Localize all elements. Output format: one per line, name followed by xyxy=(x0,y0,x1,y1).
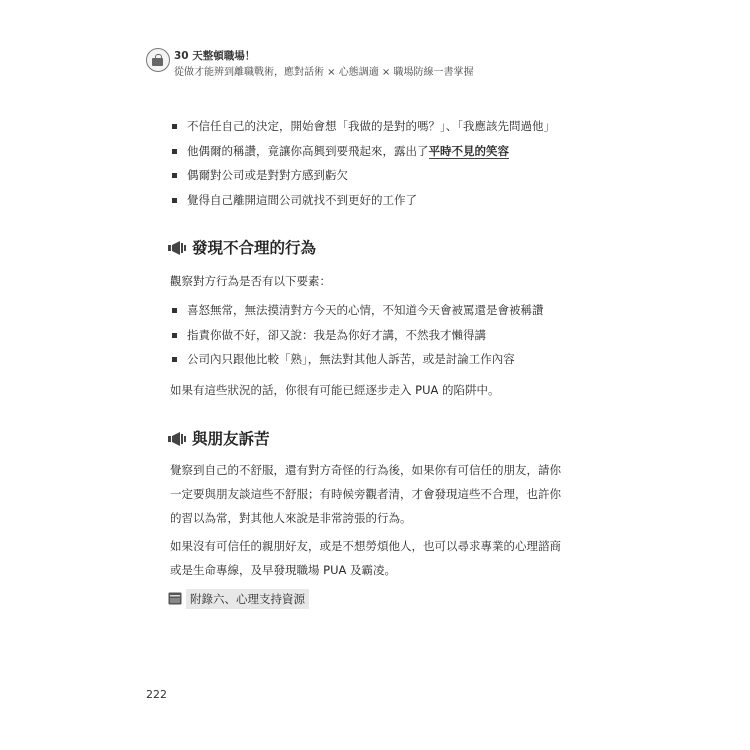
book-subtitle: 從做才能辨到離職戰術，應對話術 × 心態調適 × 職場防線一書掌握 xyxy=(174,67,474,78)
behavior-list xyxy=(170,298,544,372)
list-item: 覺得自己離開這間公司就找不到更好的工作了 xyxy=(170,188,555,213)
list-item: 公司內只跟他比較「熟」，無法對其他人訴苦，或是討論工作內容 xyxy=(170,347,544,372)
symptom-list xyxy=(170,114,555,212)
paragraph xyxy=(170,458,590,530)
list-item xyxy=(170,139,555,164)
paragraph-line: 覺察到自己的不舒服，還有對方奇怪的行為後，如果你有可信任的朋友，請你 xyxy=(170,463,561,477)
book-title: 30 天整頓職場！ xyxy=(174,50,256,62)
section-conclusion: 如果有這些狀況的話，你很有可能已經逐步走入 PUA 的陷阱中。 xyxy=(170,383,500,397)
section-intro: 觀察對方行為是否有以下要素： xyxy=(170,274,331,288)
section-title: 與朋友訴苦 xyxy=(192,430,270,448)
megaphone-icon xyxy=(168,431,186,447)
highlighted-text: 平時不見的笑容 xyxy=(428,143,509,158)
section-title: 發現不合理的行為 xyxy=(192,239,317,257)
list-item: 指責你做不好，卻又說：我是為你好才講，不然我才懶得講 xyxy=(170,323,544,348)
page-number: 222 xyxy=(146,688,167,701)
list-item: 喜怒無常，無法摸清對方今天的心情，不知道今天會被罵還是會被稱讚 xyxy=(170,298,544,323)
list-item-text: 他偶爾的稱讚，竟讓你高興到要飛起來，露出了 xyxy=(187,143,429,158)
list-item: 偶爾對公司或是對對方感到虧欠 xyxy=(170,163,555,188)
paragraph xyxy=(170,534,590,582)
megaphone-icon xyxy=(168,240,186,256)
paragraph-line: 如果沒有可信任的親朋好友，或是不想勞煩他人，也可以尋求專業的心理諮商 xyxy=(170,539,561,553)
paragraph-line: 或是生命專線，及早發現職場 PUA 及霸凌。 xyxy=(170,563,397,577)
appendix-label: 附錄六、心理支持資源 xyxy=(186,589,309,609)
list-item: 不信任自己的決定，開始會想「我做的是對的嗎？」、「我應該先問過他」 xyxy=(170,114,555,139)
book-logo-icon xyxy=(146,48,170,72)
paragraph-line: 一定要與朋友談這些不舒服；有時候旁觀者清，才會發現這些不合理，也許你 xyxy=(170,487,561,501)
paragraph-line: 的習以為常，對其他人來說是非常誇張的行為。 xyxy=(170,511,412,525)
book-icon xyxy=(168,592,182,605)
